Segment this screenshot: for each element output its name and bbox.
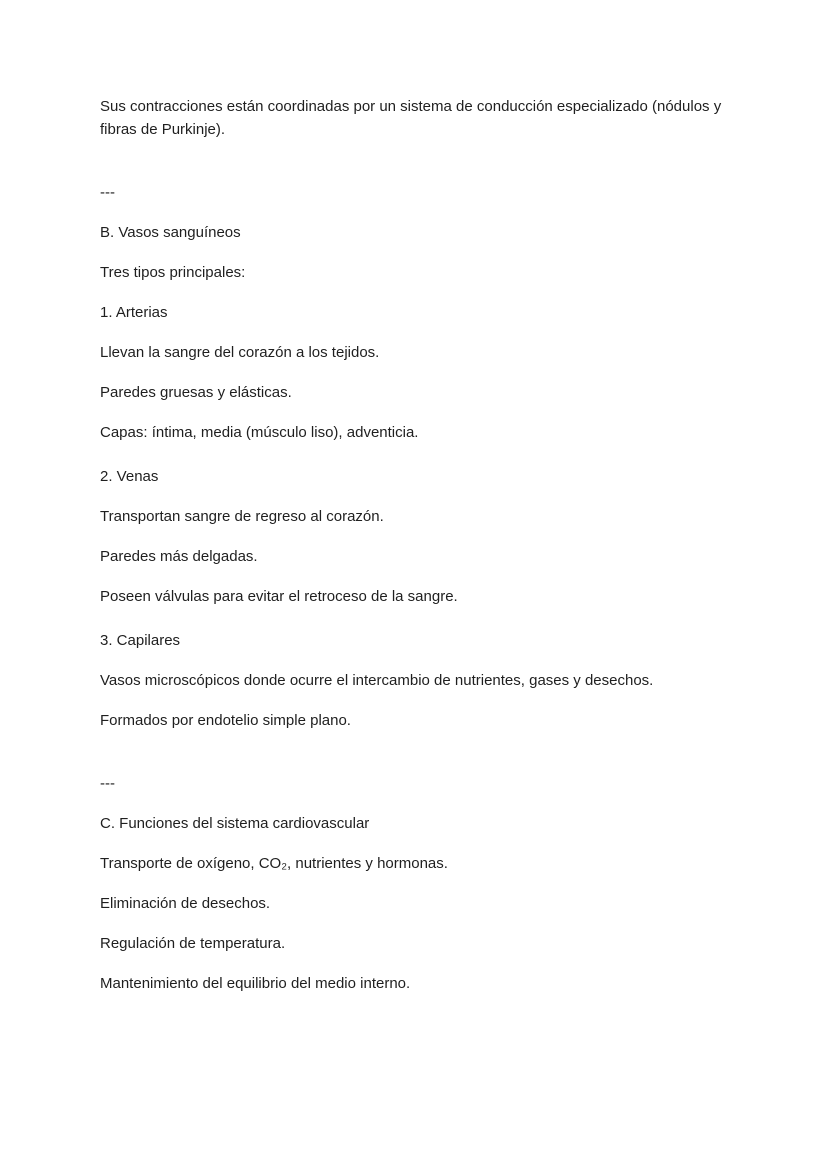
- funciones-point-1: Transporte de oxígeno, CO₂, nutrientes y hormonas.: [100, 855, 448, 872]
- section-b-heading: B. Vasos sanguíneos: [100, 224, 241, 241]
- arterias-point-3: Capas: íntima, media (músculo liso), adventicia.: [100, 424, 419, 441]
- section-b-lead: Tres tipos principales:: [100, 264, 246, 281]
- subsection-2-venas-heading: 2. Venas: [100, 468, 159, 485]
- funciones-point-3: Regulación de temperatura.: [100, 935, 286, 952]
- separator: ---: [100, 184, 115, 201]
- arterias-point-1: Llevan la sangre del corazón a los tejidos.: [100, 344, 380, 361]
- subsection-3-capilares-heading: 3. Capilares: [100, 632, 181, 649]
- venas-point-1: Transportan sangre de regreso al corazón.: [100, 508, 384, 525]
- subsection-1-arterias-heading: 1. Arterias: [100, 304, 168, 321]
- arterias-point-2: Paredes gruesas y elásticas.: [100, 384, 292, 401]
- venas-point-3: Poseen válvulas para evitar el retroceso de la sangre.: [100, 588, 458, 605]
- separator: ---: [100, 775, 115, 792]
- capilares-point-1: Vasos microscópicos donde ocurre el intercambio de nutrientes, gases y desechos.: [100, 672, 654, 689]
- capilares-point-2: Formados por endotelio simple plano.: [100, 712, 351, 729]
- funciones-point-4: Mantenimiento del equilibrio del medio interno.: [100, 975, 411, 992]
- venas-point-2: Paredes más delgadas.: [100, 548, 258, 565]
- funciones-point-2: Eliminación de desechos.: [100, 895, 271, 912]
- intro-paragraph: Sus contracciones están coordinadas por un sistema de conducción especializado (nódulos y fibras de Purkinje).: [100, 98, 722, 138]
- section-c-heading: C. Funciones del sistema cardiovascular: [100, 815, 370, 832]
